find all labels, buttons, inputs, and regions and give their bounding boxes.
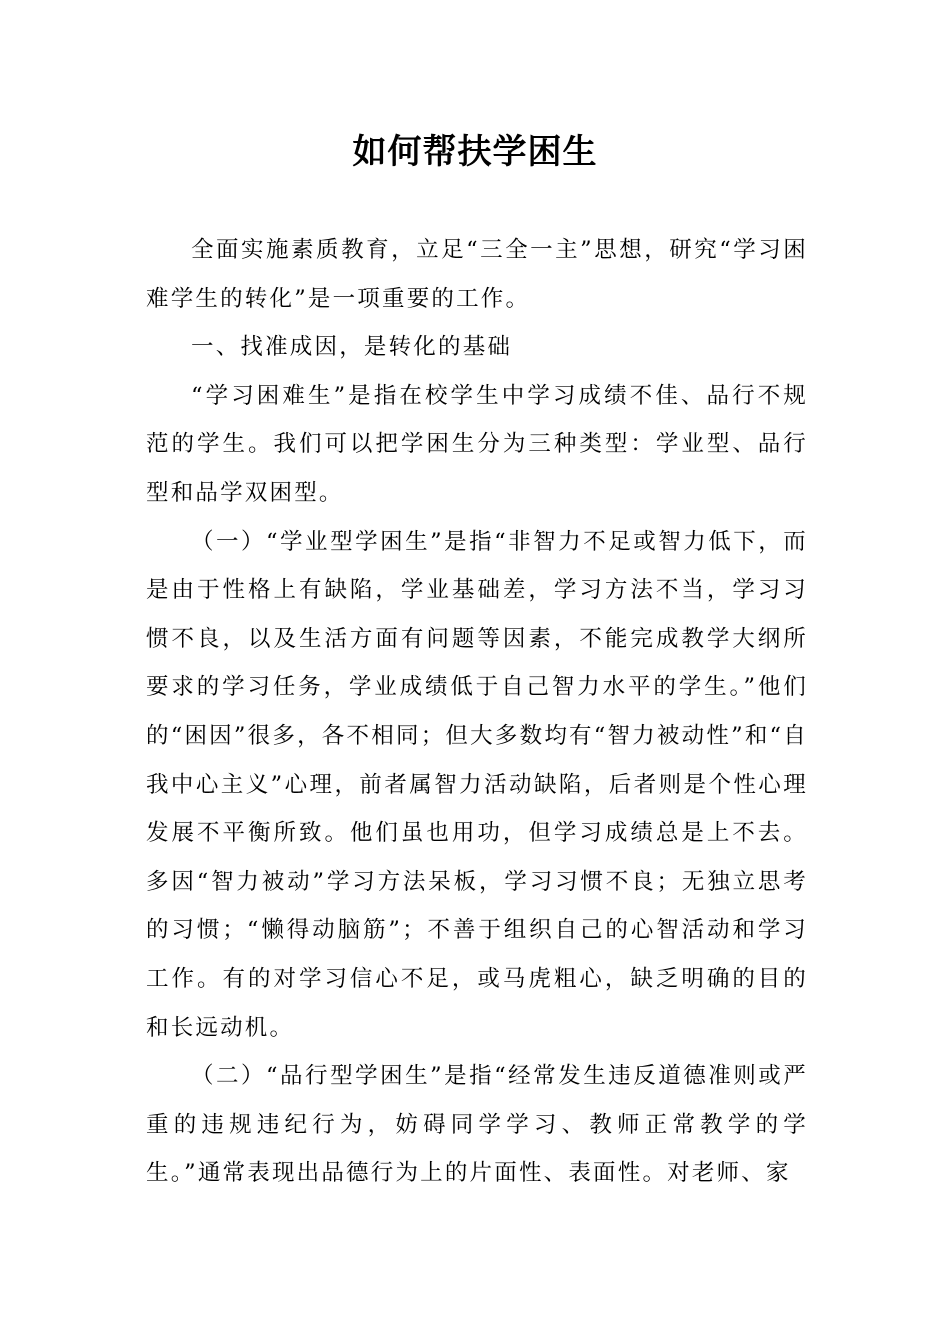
paragraph-intro: 全面实施素质教育，立足“三全一主”思想，研究“学习困难学生的转化”是一项重要的工作。	[146, 237, 808, 312]
document-title: 如何帮扶学困生	[352, 132, 598, 172]
paragraph-academic-type: （一）“学业型学困生”是指“非智力不足或智力低下，而是由于性格上有缺陷，学业基础差，学习方法不当，学习习惯不良，以及生活方面有问题等因素，不能完成教学大纲所要求的学习任务，学业成绩低于自己智力水平的学生。”他们的“困因”很多，各不相同；但大多数均有“智力被动性”和“自我中心主义”心理，前者属智力活动缺陷，后者则是个性心理发展不平衡所致。他们虽也用功，但学习成绩总是上不去。多因“智力被动”学习方法呆板，学习习惯不良；无独立思考的习惯；“懒得动脑筋”；不善于组织自己的心智活动和学习工作。有的对学习信心不足，或马虎粗心，缺乏明确的目的和长远动机。	[146, 528, 808, 1041]
paragraph-definition: “学习困难生”是指在校学生中学习成绩不佳、品行不规范的学生。我们可以把学困生分为三种类型：学业型、品行型和品学双困型。	[146, 382, 808, 506]
section-heading-1: 一、找准成因，是转化的基础	[191, 334, 513, 361]
paragraph-conduct-type: （二）“品行型学困生”是指“经常发生违反道德准则或严重的违规违纪行为，妨碍同学学习、教师正常教学的学生。”通常表现出品德行为上的片面性、表面性。对老师、家	[146, 1063, 808, 1187]
document-body	[146, 226, 808, 1198]
